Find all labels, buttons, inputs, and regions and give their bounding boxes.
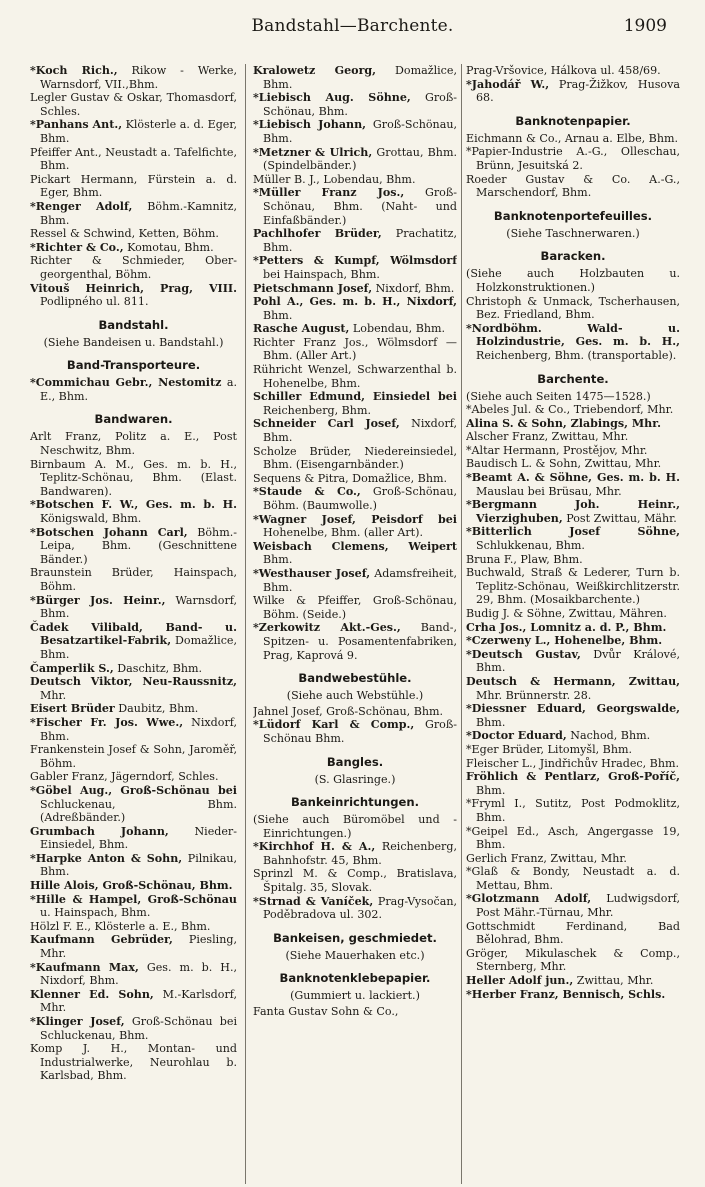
entry-name: Crha Jos., Lomnitz a. d. P., Bhm. — [466, 620, 667, 634]
entry-text: *Geipel Ed., Asch, Angergasse 19, Bhm. — [466, 824, 680, 852]
entry-text: Grottau, Bhm. (Spindelbänder.) — [263, 145, 457, 173]
directory-entry — [253, 718, 457, 745]
section-heading: Bankeisen, geschmiedet. — [273, 930, 437, 945]
entry-name: Čamperlik S., — [30, 661, 114, 675]
entry-text: *Eger Brüder, Litomyšl, Bhm. — [466, 742, 633, 756]
directory-entry — [30, 118, 237, 145]
entry-name: *Botschen Johann Carl, — [30, 525, 188, 539]
directory-entry — [253, 227, 457, 254]
directory-entry — [30, 146, 237, 173]
directory-entry — [253, 282, 457, 296]
directory-entry — [253, 186, 457, 227]
directory-entry — [30, 254, 237, 281]
entry-name: *Fischer Fr. Jos. Wwe., — [30, 715, 184, 729]
entry-name: *Panhans Ant., — [30, 118, 123, 132]
entry-name: *Commichau Gebr., Nestomitz — [30, 376, 222, 390]
entry-text: Baudisch L. & Sohn, Zwittau, Mhr. — [466, 457, 662, 471]
entry-name: *Zerkowitz Akt.-Ges., — [253, 621, 401, 635]
entry-text: Groß-Schönau, Bhm. — [263, 118, 457, 145]
entry-text: Böhm.-Kamnitz, Bhm. — [40, 199, 237, 227]
directory-entry — [253, 472, 457, 486]
section-note: (Siehe Taschnerwaren.) — [506, 226, 640, 240]
directory-entry — [30, 702, 237, 716]
entry-text: (Siehe auch Seiten 1475—1528.) — [466, 389, 651, 403]
entry-text: Domažlice, Bhm. — [263, 64, 457, 91]
entry-name: *Bitterlich Josef Söhne, — [466, 525, 680, 539]
directory-entry — [253, 445, 457, 472]
entry-text: Nieder-Einsiedel, Bhm. — [40, 824, 237, 852]
entry-text: Komp J. H., Montan- und Industrialwerke, Neurohlau b. Karlsbad, Bhm. — [30, 1042, 237, 1083]
directory-entry — [253, 295, 457, 322]
entry-text: Post Zwittau, Mähr. — [562, 511, 677, 525]
entry-text: Schluckenau, Bhm. (Adreßbänder.) — [40, 797, 237, 825]
entry-name: *Müller Franz Jos., — [253, 186, 405, 200]
entry-text: (Siehe auch Büromöbel und -Einrichtungen.) — [253, 813, 457, 840]
entry-name: Fröhlich & Pentlarz, Groß-Poříč, — [466, 770, 680, 784]
entry-text: Frankenstein Josef & Sohn, Jaroměř, Böhm. — [30, 743, 237, 770]
entry-name: *Staude & Co., — [253, 485, 361, 499]
entry-name: *Glotzmann Adolf, — [466, 892, 592, 906]
entry-text: *Fryml I., Sutitz, Post Podmoklitz, Bhm. — [466, 797, 680, 824]
entry-text: Fanta Gustav Sohn & Co., — [253, 1005, 399, 1019]
directory-entry — [466, 525, 680, 552]
section-note: (Siehe Bandeisen u. Bandstahl.) — [43, 335, 224, 349]
entry-text: Fleischer L., Jindřichův Hradec, Bhm. — [466, 756, 680, 770]
section-heading: Bandwebestühle. — [298, 671, 412, 686]
entry-text: Nixdorf, Bhm. — [263, 417, 457, 445]
directory-entry — [466, 852, 680, 866]
directory-entry — [466, 444, 680, 458]
directory-entry — [253, 594, 457, 621]
entry-text: Nachod, Bhm. — [566, 729, 651, 743]
entry-name: *Klinger Josef, — [30, 1015, 125, 1028]
entry-text: Jahnel Josef, Groß-Schönau, Bhm. — [253, 704, 444, 718]
entry-name: *Doctor Eduard, — [466, 729, 567, 743]
entry-text: Domažlice, Bhm. — [40, 634, 237, 661]
directory-entry — [30, 200, 237, 227]
entry-name: Kaufmann Gebrüder, — [30, 933, 173, 947]
entry-name: *Deutsch Gustav, — [466, 647, 581, 661]
entry-text: Klösterle a. d. Eger, Bhm. — [40, 118, 237, 145]
directory-entry — [253, 254, 457, 281]
entry-name: *Bürger Jos. Heinr., — [30, 593, 166, 607]
directory-columns — [30, 64, 680, 1184]
entry-text: Bhm. — [263, 308, 293, 322]
entry-name: *Göbel Aug., Groß-Schönau bei — [30, 783, 237, 797]
section-heading: Band-Transporteure. — [66, 358, 201, 373]
page-header — [0, 14, 705, 44]
entry-name: *Beamt A. & Söhne, Ges. m. b. H. — [466, 471, 680, 485]
directory-entry — [466, 621, 680, 635]
entry-name: Deutsch Viktor, Neu-Raussnitz, — [30, 675, 237, 689]
directory-entry — [466, 988, 680, 1002]
entry-text: *Papier-Industrie A.-G., Olleschau, Brünn, Jesuitská 2. — [466, 145, 680, 172]
directory-entry — [253, 813, 457, 840]
entry-text: Ressel & Schwind, Ketten, Böhm. — [30, 227, 219, 241]
entry-text: Wilke & Pfeiffer, Groß-Schönau, Böhm. (Seide.) — [253, 594, 457, 621]
directory-entry — [466, 267, 680, 294]
section-note: (Siehe Mauerhaken etc.) — [285, 948, 425, 962]
entry-text: Daubitz, Bhm. — [114, 702, 199, 716]
directory-entry — [466, 865, 680, 892]
directory-entry — [30, 91, 237, 118]
directory-entry — [30, 173, 237, 200]
entry-text: Eichmann & Co., Arnau a. Elbe, Bhm. — [466, 131, 679, 145]
directory-entry — [30, 825, 237, 852]
directory-entry — [30, 64, 237, 91]
entry-text: Rühricht Wenzel, Schwarzenthal b. Hohenelbe, Bhm. — [253, 363, 457, 390]
section-note: (Gummiert u. lackiert.) — [290, 989, 420, 1003]
directory-entry — [466, 743, 680, 757]
directory-entry — [466, 702, 680, 729]
directory-entry — [30, 376, 237, 403]
directory-entry — [466, 295, 680, 322]
entry-name: *Kaufmann Max, — [30, 960, 139, 974]
entry-text: Warnsdorf, Bhm. — [40, 593, 237, 621]
entry-name: *Wagner Josef, Peisdorf bei — [253, 512, 457, 526]
directory-entry — [466, 322, 680, 363]
entry-text: Hölzl F. E., Klösterle a. E., Bhm. — [30, 919, 211, 933]
entry-text: Christoph & Unmack, Tscherhausen, Bez. Friedland, Bhm. — [466, 294, 680, 322]
entry-name: Pietschmann Josef, — [253, 281, 373, 295]
entry-text: Mhr. Brünnerstr. 28. — [476, 688, 592, 702]
entry-text: *Abeles Jul. & Co., Triebendorf, Mhr. — [466, 403, 674, 417]
entry-text: Reichenberg, Bahnhofstr. 45, Bhm. — [263, 840, 457, 867]
directory-entry — [466, 403, 680, 417]
directory-entry — [30, 1015, 237, 1042]
entry-text: Prachatitz, Bhm. — [263, 227, 457, 254]
column-divider — [245, 64, 246, 1184]
entry-text: Pilnikau, Bhm. — [40, 851, 237, 879]
section-heading: Banknotenportefeuilles. — [493, 208, 653, 223]
directory-entry — [466, 145, 680, 172]
entry-text: Sprinzl M. & Comp., Bratislava, Špitalg. 35, Slovak. — [253, 867, 457, 895]
entry-name: *Richter & Co., — [30, 240, 124, 254]
entry-text: Zwittau, Mhr. — [573, 974, 654, 988]
entry-name: Čadek Vilibald, Band- u. Besatzartikel-Fabrik, — [30, 620, 237, 648]
directory-entry — [30, 430, 237, 457]
entry-name: *Botschen F. W., Ges. m. b. H. — [30, 498, 237, 512]
directory-entry — [466, 78, 680, 105]
page-title: Bandstahl—Barchente. — [251, 16, 454, 36]
directory-entry — [30, 662, 237, 676]
entry-text: Gottschmidt Ferdinand, Bad Bělohrad, Bhm. — [466, 919, 680, 947]
entry-name: Pachlhofer Brüder, — [253, 227, 382, 241]
directory-entry — [466, 892, 680, 919]
entry-text: a. E., Bhm. — [40, 376, 237, 403]
entry-text: Roeder Gustav & Co. A.-G., Marschendorf, Bhm. — [466, 172, 680, 200]
entry-name: *Westhauser Josef, — [253, 566, 371, 580]
entry-name: *Nordböhm. Wald- u. Holzindustrie, Ges. m. b. H., — [466, 321, 680, 349]
directory-entry — [466, 607, 680, 621]
entry-text: M.-Karlsdorf, Mhr. — [40, 987, 237, 1015]
directory-entry — [253, 64, 457, 91]
entry-name: Deutsch & Hermann, Zwittau, — [466, 674, 680, 688]
directory-entry — [253, 513, 457, 540]
directory-entry — [253, 895, 457, 922]
directory-entry — [466, 566, 680, 607]
entry-name: *Strnad & Vaníček, — [253, 894, 374, 908]
entry-text: Gerlich Franz, Zwittau, Mhr. — [466, 851, 627, 865]
section-note: (Siehe auch Webstühle.) — [286, 689, 424, 703]
directory-entry — [30, 933, 237, 960]
directory-entry — [466, 173, 680, 200]
entry-name: Grumbach Johann, — [30, 824, 169, 838]
directory-entry — [466, 770, 680, 797]
directory-entry — [466, 648, 680, 675]
entry-text: Arlt Franz, Politz a. E., Post Neschwitz, Bhm. — [30, 430, 237, 458]
entry-text: Budig J. & Söhne, Zwittau, Mähren. — [466, 607, 667, 620]
section-heading: Bandwaren. — [94, 412, 173, 427]
entry-name: Pohl A., Ges. m. b. H., Nixdorf, — [253, 295, 457, 309]
entry-text: Scholze Brüder, Niedereinsiedel, Bhm. (Eisengarnbänder.) — [253, 444, 457, 472]
directory-entry — [253, 705, 457, 719]
entry-text: Richter & Schmieder, Ober-georgenthal, Böhm. — [30, 254, 237, 281]
entry-text: Komotau, Bhm. — [123, 240, 214, 254]
entry-name: Heller Adolf jun., — [466, 974, 574, 988]
entry-text: Piesling, Mhr. — [40, 933, 237, 961]
section-heading: Bankeinrichtungen. — [290, 795, 420, 810]
entry-text: Groß-Schönau Bhm. — [263, 718, 457, 745]
entry-text: bei Hainspach, Bhm. — [263, 267, 380, 281]
directory-entry — [30, 920, 237, 934]
entry-text: Legler Gustav & Oskar, Thomasdorf, Schles. — [30, 91, 237, 118]
entry-text: Richter Franz Jos., Wölmsdorf — Bhm. (Aller Art.) — [253, 335, 457, 363]
entry-name: Schneider Carl Josef, — [253, 417, 400, 431]
directory-entry — [253, 146, 457, 173]
section-note: (S. Glasringe.) — [314, 772, 396, 786]
entry-name: *Metzner & Ulrich, — [253, 145, 373, 159]
directory-entry — [466, 132, 680, 146]
entry-text: (Siehe auch Holzbauten u. Holzkonstruktionen.) — [466, 267, 680, 294]
entry-text: Ges. m. b. H., Nixdorf, Bhm. — [40, 960, 237, 988]
directory-entry — [30, 621, 237, 662]
directory-entry — [253, 567, 457, 594]
entry-text: Prag-Vysočan, Poděbradova ul. 302. — [263, 894, 457, 922]
entry-text: Prag-Žižkov, Husova 68. — [476, 77, 680, 105]
directory-entry — [466, 64, 680, 78]
entry-text: Lobendau, Bhm. — [349, 322, 446, 336]
entry-text: Böhm.-Leipa, Bhm. (Geschnittene Bänder.) — [40, 525, 237, 566]
entry-name: Rasche August, — [253, 322, 350, 336]
directory-entry — [253, 173, 457, 187]
entry-text: Groß-Schönau bei Schluckenau, Bhm. — [40, 1015, 237, 1042]
entry-text: Nixdorf, Bhm. — [372, 281, 455, 295]
entry-text: Mhr. — [40, 688, 67, 702]
directory-entry — [466, 920, 680, 947]
directory-entry — [30, 458, 237, 499]
entry-text: Buchwald, Straß & Lederer, Turn b. Teplitz-Schönau, Weißkirchlitzerstr. 29, Bhm. (Mosaikbarchente.) — [466, 566, 680, 607]
directory-entry — [466, 430, 680, 444]
directory-entry — [30, 743, 237, 770]
entry-text: Sequens & Pitra, Domažlice, Bhm. — [253, 471, 448, 485]
directory-entry — [466, 729, 680, 743]
section-heading: Barchente. — [537, 371, 609, 386]
entry-text: Bhm. — [476, 715, 506, 729]
directory-entry — [30, 1042, 237, 1083]
entry-text: Birnbaum A. M., Ges. m. b. H., Teplitz-Schönau, Bhm. (Elast. Bandwaren). — [30, 457, 237, 498]
entry-text: Pfeiffer Ant., Neustadt a. Tafelfichte, Bhm. — [30, 145, 237, 173]
entry-text: Groß-Schönau, Bhm. — [263, 91, 457, 118]
entry-name: *Bergmann Joh. Heinr., Vierzighuben, — [466, 498, 680, 525]
entry-text: Mauslau bei Brüsau, Mhr. — [476, 484, 622, 498]
entry-text: Ludwigsdorf, Post Mähr.-Türnau, Mhr. — [476, 892, 680, 920]
section-heading: Banknotenklebepapier. — [279, 971, 431, 986]
directory-entry — [253, 363, 457, 390]
column-right — [466, 64, 680, 1184]
directory-entry — [30, 961, 237, 988]
directory-entry — [466, 417, 680, 431]
entry-name: *Czerweny L., Hohenelbe, Bhm. — [466, 634, 663, 648]
directory-entry — [466, 553, 680, 567]
entry-text: Dvůr Králové, Bhm. — [476, 647, 680, 675]
entry-text: Hohenelbe, Bhm. (aller Art). — [263, 526, 423, 540]
directory-entry — [253, 91, 457, 118]
directory-entry — [466, 947, 680, 974]
entry-name: *Jahodář W., — [466, 77, 550, 91]
entry-text: Adamsfreiheit, Bhm. — [263, 566, 457, 594]
entry-text: Bhm. — [476, 783, 506, 797]
entry-text: Braunstein Brüder, Hainspach, Böhm. — [30, 566, 237, 593]
entry-text: u. Hainspach, Bhm. — [40, 906, 151, 920]
entry-text: *Glaß & Bondy, Neustadt a. d. Mettau, Bhm. — [466, 865, 680, 892]
directory-entry — [253, 336, 457, 363]
entry-name: Kralowetz Georg, — [253, 64, 377, 77]
section-heading: Banknotenpapier. — [515, 113, 631, 128]
entry-text: Podlipného ul. 811. — [40, 295, 149, 309]
directory-entry — [253, 390, 457, 417]
directory-entry — [30, 241, 237, 255]
directory-entry — [30, 988, 237, 1015]
directory-entry — [466, 974, 680, 988]
entry-name: *Hille & Hampel, Groß-Schönau — [30, 892, 237, 906]
entry-text: Rikow - Werke, Warnsdorf, VII.,Bhm. — [40, 64, 237, 91]
directory-entry — [30, 594, 237, 621]
directory-entry — [253, 540, 457, 567]
entry-name: Hille Alois, Groß-Schönau, Bhm. — [30, 879, 233, 893]
directory-entry — [253, 118, 457, 145]
directory-entry — [466, 498, 680, 525]
entry-text: Groß-Schönau, Bhm. (Naht- und Einfaßbänder.) — [263, 186, 457, 227]
section-heading: Bangles. — [326, 754, 384, 769]
directory-entry — [466, 675, 680, 702]
entry-text: Daschitz, Bhm. — [113, 661, 203, 675]
entry-name: *Herber Franz, Bennisch, Schls. — [466, 987, 666, 1001]
section-heading: Baracken. — [540, 249, 606, 264]
entry-text: *Altar Hermann, Prostějov, Mhr. — [466, 443, 648, 457]
entry-text: Band-, Spitzen- u. Posamentenfabriken, Prag, Kaprová 9. — [263, 621, 457, 662]
directory-entry — [30, 770, 237, 784]
entry-text: Bruna F., Plaw, Bhm. — [466, 552, 583, 566]
directory-entry — [253, 840, 457, 867]
entry-text: Groß-Schönau, Böhm. (Baumwolle.) — [263, 485, 457, 512]
directory-entry — [30, 879, 237, 893]
directory-entry — [253, 485, 457, 512]
entry-name: Schiller Edmund, Einsiedel bei — [253, 390, 457, 404]
entry-name: *Renger Adolf, — [30, 199, 133, 213]
entry-name: Klenner Ed. Sohn, — [30, 987, 154, 1001]
directory-entry — [30, 282, 237, 309]
entry-text: Reichenberg, Bhm. (transportable). — [476, 348, 677, 362]
directory-entry — [466, 797, 680, 824]
entry-text: Bhm. — [263, 553, 293, 567]
entry-name: Vitouš Heinrich, Prag, VIII. — [30, 281, 237, 295]
entry-text: Pickart Hermann, Fürstein a. d. Eger, Bhm. — [30, 172, 237, 200]
directory-entry — [30, 227, 237, 241]
entry-name: *Liebisch Johann, — [253, 118, 367, 132]
directory-entry — [253, 417, 457, 444]
directory-entry — [466, 390, 680, 404]
entry-name: *Liebisch Aug. Söhne, — [253, 91, 411, 105]
entry-text: Alscher Franz, Zwittau, Mhr. — [466, 430, 629, 444]
directory-entry — [466, 825, 680, 852]
entry-name: *Koch Rich., — [30, 64, 118, 77]
directory-entry — [30, 716, 237, 743]
entry-text: Müller B. J., Lobendau, Bhm. — [253, 172, 416, 186]
directory-entry — [30, 526, 237, 567]
entry-name: Eisert Brüder — [30, 702, 115, 716]
entry-text: Gröger, Mikulaschek & Comp., Sternberg, Mhr. — [466, 946, 680, 974]
directory-entry — [30, 498, 237, 525]
entry-name: *Kirchhof H. & A., — [253, 840, 376, 854]
directory-entry — [253, 322, 457, 336]
directory-entry — [30, 784, 237, 825]
directory-entry — [30, 675, 237, 702]
entry-name: Weisbach Clemens, Weipert — [253, 539, 457, 553]
entry-text: Königswald, Bhm. — [40, 512, 142, 526]
entry-name: *Diessner Eduard, Georgswalde, — [466, 702, 680, 716]
column-left — [30, 64, 237, 1184]
column-middle — [253, 64, 457, 1184]
entry-name: *Lüdorf Karl & Comp., — [253, 718, 415, 732]
directory-entry — [30, 852, 237, 879]
directory-entry — [253, 621, 457, 662]
directory-entry — [30, 893, 237, 920]
entry-name: Alina S. & Sohn, Zlabings, Mhr. — [466, 416, 661, 430]
entry-name: *Petters & Kumpf, Wölmsdorf — [253, 254, 457, 268]
directory-entry — [30, 566, 237, 593]
directory-entry — [466, 471, 680, 498]
directory-entry — [466, 757, 680, 771]
column-divider — [461, 64, 462, 1184]
entry-text: Nixdorf, Bhm. — [40, 715, 237, 743]
directory-entry — [466, 634, 680, 648]
entry-name: *Harpke Anton & Sohn, — [30, 851, 183, 865]
page-number: 1909 — [623, 16, 667, 36]
directory-entry — [253, 1005, 457, 1019]
entry-text: Prag-Vršovice, Hálkova ul. 458/69. — [466, 64, 661, 77]
directory-entry — [466, 457, 680, 471]
entry-text: Gabler Franz, Jägerndorf, Schles. — [30, 770, 219, 784]
entry-text: Schlukkenau, Bhm. — [476, 539, 585, 553]
entry-text: Reichenberg, Bhm. — [263, 403, 372, 417]
section-heading: Bandstahl. — [98, 317, 169, 332]
directory-entry — [253, 867, 457, 894]
